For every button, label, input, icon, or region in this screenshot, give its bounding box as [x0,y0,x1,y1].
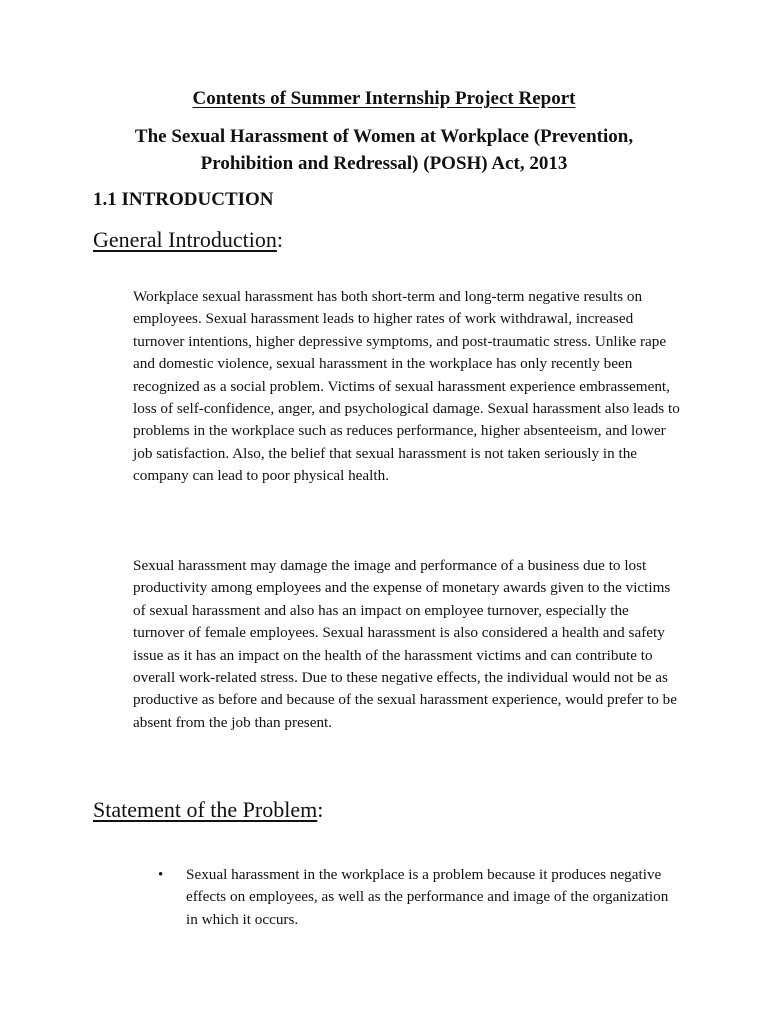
general-introduction-heading-colon: : [276,227,283,252]
document-title: Contents of Summer Internship Project Report [192,88,576,109]
act-title [80,123,688,177]
general-introduction-heading-text: General Introduction [93,227,277,252]
introduction-paragraph-2: Sexual harassment may damage the image and performance of a business due to lost productivity among employees and the expense of monetary awards given to the victims of sexual harassment and also has an impact on employee turnover, especially the turnover of female employees. Sexual harassment is also considered a health and safety issue as it has an impact on the health of the harassment victims and can contribute to overall work-related stress. Due to these negative effects, the individual would not be as productive as before and because of the sexual harassment experience, would prefer to be absent from the job than present. [133,557,677,731]
problem-statement-heading-text: Statement of the Problem [93,797,318,822]
problem-statement-heading-colon: : [317,797,324,822]
general-introduction-heading [93,226,283,254]
problem-bullet-list [158,864,678,931]
bullet-icon: • [158,867,164,883]
bullet-text: Sexual harassment in the workplace is a problem because it produces negative effects on employees, as well as the performance and image of the organization in which it occurs. [186,866,669,928]
section-heading: 1.1 INTRODUCTION [93,189,274,210]
introduction-paragraph-1: Workplace sexual harassment has both short-term and long-term negative results on employees. Sexual harassment leads to higher rates of work withdrawal, increased turnover intentions, higher depressive symptoms, and post-traumatic stress. Unlike rape and domestic violence, sexual harassment in the workplace has only recently been recognized as a social problem. Victims of sexual harassment experience embrassement, loss of self-confidence, anger, and psychological damage. Sexual harassment also leads to problems in the workplace such as reduces performance, higher absenteeism, and lower job satisfaction. Also, the belief that sexual harassment is not taken seriously in the company can lead to poor physical health. [133,288,680,485]
act-title-line-1: The Sexual Harassment of Women at Workplace (Prevention, [134,126,634,147]
problem-statement-heading [93,796,323,824]
act-title-line-2: Prohibition and Redressal) (POSH) Act, 2013 [200,153,568,174]
list-item [158,864,678,931]
